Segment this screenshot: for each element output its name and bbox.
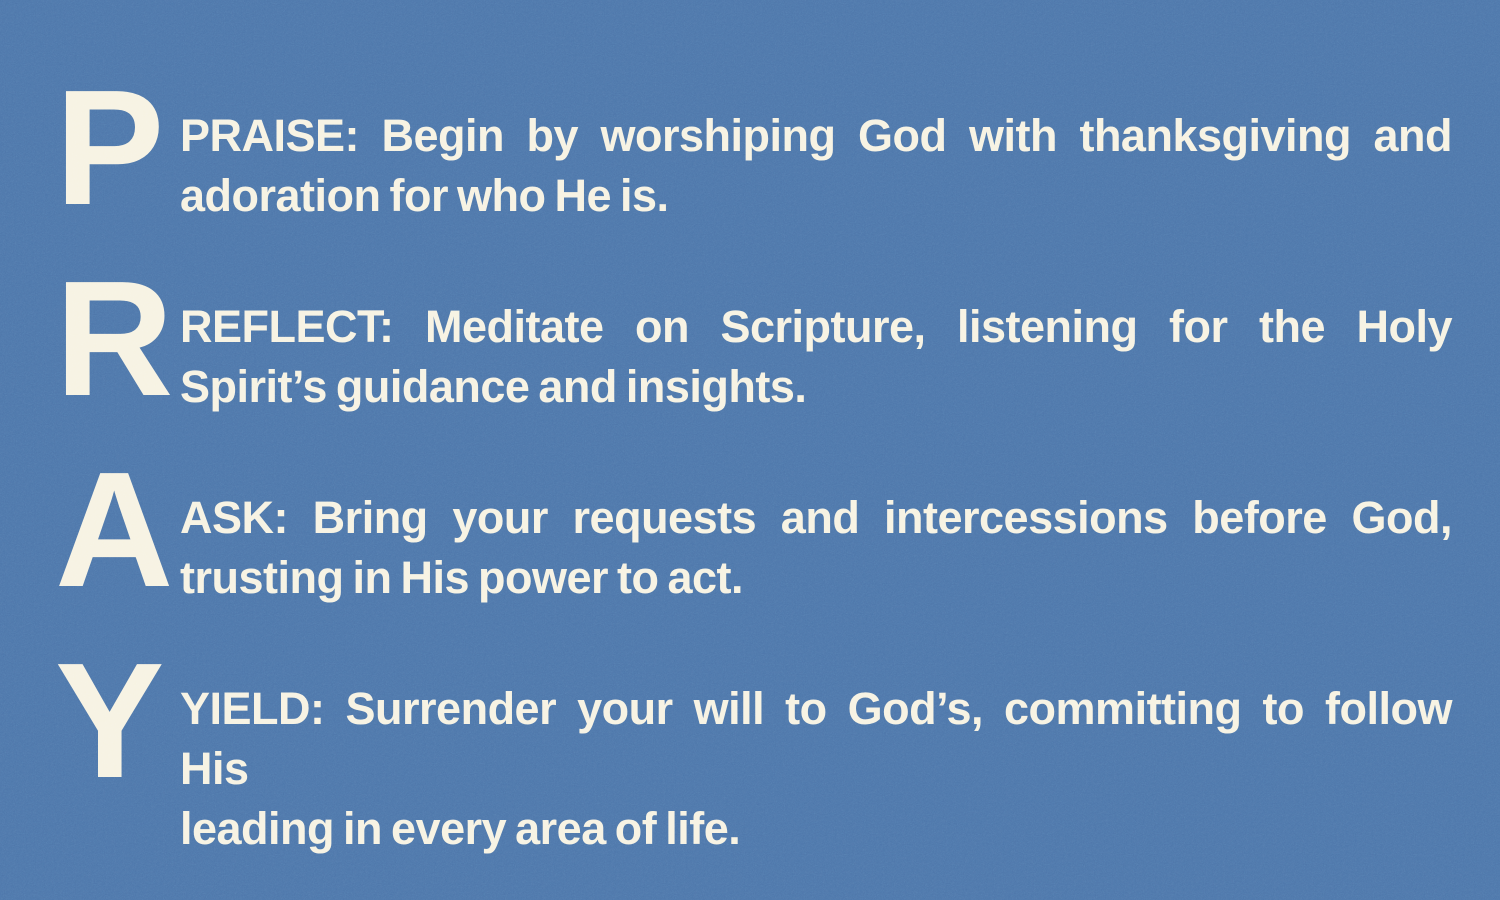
acronym-row-praise	[55, 56, 1452, 239]
acronym-row-yield	[55, 629, 1452, 859]
acronym-row-reflect	[55, 247, 1452, 430]
yield-description-line1: YIELD: Surrender your will to God’s, committing to follow His	[180, 683, 1452, 794]
yield-description-line2: leading in every area of life.	[180, 803, 741, 854]
ask-description-line2: trusting in His power to act.	[180, 552, 744, 603]
ask-description-line1: ASK: Bring your requests and intercessions before God,	[180, 492, 1452, 543]
acronym-letter-a: A	[55, 438, 172, 621]
reflect-description	[180, 297, 1452, 417]
acronym-row-ask	[55, 438, 1452, 621]
praise-description	[180, 106, 1452, 226]
acronym-letter-p: P	[55, 56, 163, 239]
acronym-letter-r: R	[55, 247, 172, 430]
reflect-description-line1: REFLECT: Meditate on Scripture, listening for the Holy	[180, 301, 1452, 352]
ask-description	[180, 488, 1452, 608]
yield-description	[180, 679, 1452, 859]
praise-description-line2: adoration for who He is.	[180, 170, 669, 221]
praise-description-line1: PRAISE: Begin by worshiping God with thanksgiving and	[180, 110, 1452, 161]
acronym-letter-y: Y	[55, 629, 163, 812]
reflect-description-line2: Spirit’s guidance and insights.	[180, 361, 807, 412]
